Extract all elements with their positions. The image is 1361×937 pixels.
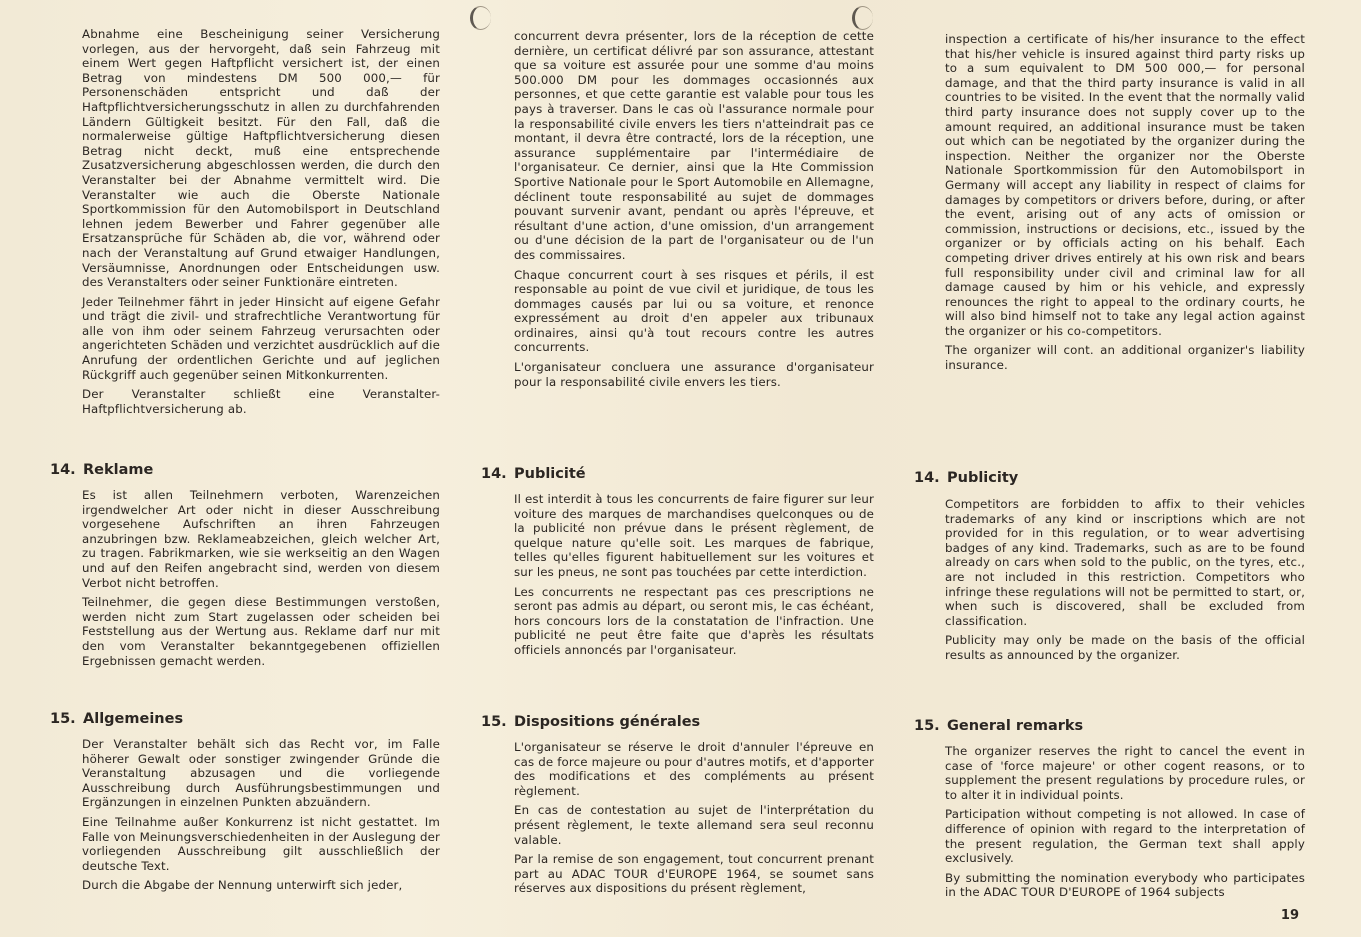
section-number: 14. — [50, 462, 76, 478]
paragraph: Der Veranstalter schließt eine Veranstalter-Haftpflichtversicherung ab. — [82, 387, 440, 416]
section-14-body-english — [945, 497, 1305, 668]
paragraph: Abnahme eine Bescheinigung seiner Versicherung vorlegen, aus der hervorgeht, daß sein Fahrzeug mit einem Wert gegen Haftpflicht versichert ist, der einen Betrag von mindestens DM 500 000,— für Personenschäden entspricht und daß der Haftpflichtversicherungsschutz in allen zu durchfahrenden Ländern Gültigkeit besitzt. Für den Fall, daß die normalerweise gültige Haftpflichtversicherung diesen Betrag nicht deckt, muß eine entsprechende Zusatzversicherung abgeschlossen werden, die durch den Veranstalter bei der Abnahme vermittelt wird. Die Veranstalter wie auch die Oberste Nationale Sportkommission für den Automobilsport in Deutschland lehnen jedem Bewerber und Fahrer gegenüber alle Ersatzansprüche für Schäden ab, die vor, während oder nach der Veranstaltung auf Grund etwaiger Handlungen, Versäumnisse, Anordnungen oder Entscheidungen usw. des Veranstalters oder seiner Funktionäre eintreten. — [82, 27, 440, 290]
section-title: Reklame — [83, 462, 154, 478]
paragraph: Eine Teilnahme außer Konkurrenz ist nicht gestattet. Im Falle von Meinungsverschiedenheiten in der Auslegung der vorliegenden Ausschreibung gilt ausschließlich der deutsche Text. — [82, 814, 440, 873]
paragraph: Participation without competing is not allowed. In case of difference of opinion with regard to the interpretation of the present regulation, the German text shall apply exclusively. — [945, 807, 1305, 866]
paragraph: En cas de contestation au sujet de l'interprétation du présent règlement, le texte allemand sera seul reconnu valable. — [514, 803, 874, 847]
paragraph: The organizer will cont. an additional organizer's liability insurance. — [945, 343, 1305, 373]
paragraph: Par la remise de son engagement, tout concurrent prenant part au ADAC TOUR d'EUROPE 1964, se soumet sans réserves aux dispositions du présent règlement, — [514, 852, 874, 896]
paragraph: L'organisateur se réserve le droit d'annuler l'épreuve en cas de force majeure ou pour d'autres motifs, et d'apporter des modifications et des compléments au présent règlement. — [514, 740, 874, 798]
paragraph: L'organisateur concluera une assurance d'organisateur pour la responsabilité civile envers les tiers. — [514, 360, 874, 389]
section-15-body-french — [514, 740, 874, 901]
section-14-body-german — [82, 488, 440, 673]
section-title: General remarks — [947, 718, 1084, 734]
section-title: Publicité — [514, 466, 586, 482]
section-15-body-english — [945, 744, 1305, 905]
paragraph: concurrent devra présenter, lors de la réception de cette dernière, un certificat délivré par son assurance, attestant que sa voiture est assurée pour une somme d'au moins 500.000 DM pour les dommages occasionnés aux personnes, et que cette garantie est valable pour tous les pays à traverser. Dans le cas où l'assurance normale pour la responsabilité civile envers les tiers n'atteindrait pas ce montant, il devra être contracté, lors de la réception, une assurance supplémentaire par l'intermédiaire de l'organisateur. Ce dernier, ainsi que la Hte Commission Sportive Nationale pour le Sport Automobile en Allemagne, déclinent toute responsabilité au sujet de dommages pouvant survenir avant, pendant ou après l'épreuve, et résultant d'une action, d'une omission, d'un arrangement ou d'une décision de la part de l'organisateur ou de l'un des commissaires. — [514, 29, 874, 262]
binding-ring-icon — [470, 6, 491, 30]
section-number: 15. — [914, 718, 940, 734]
section-15-heading-french — [481, 713, 700, 731]
section-title: Allgemeines — [83, 711, 184, 727]
paragraph: Publicity may only be made on the basis of the official results as announced by the organizer. — [945, 633, 1305, 662]
intro-french — [514, 29, 874, 394]
section-14-heading-german — [50, 461, 153, 479]
paragraph: Competitors are forbidden to affix to their vehicles trademarks of any kind or inscriptions which are not provided for in this regulation, or to wear advertising badges of any kind. Trademarks, such as are to be found already on cars when sold to the public, on the tyres, etc., are not included in this restriction. Competitors who infringe these regulations will not be permitted to start, or, when such is discovered, shall be excluded from classification. — [945, 497, 1305, 628]
section-14-heading-french — [481, 465, 586, 483]
section-15-heading-german — [50, 710, 183, 728]
paragraph: Il est interdit à tous les concurrents de faire figurer sur leur voiture des marques de marchandises quelconques ou de la publicité non prévue dans le présent règlement, de quelque nature qu'elle soit. Les marques de fabrique, telles qu'elles figurent habituellement sur les voitures et sur les pneus, ne sont pas touchées par cette interdiction. — [514, 492, 874, 579]
section-15-body-german — [82, 737, 440, 898]
paragraph: Chaque concurrent court à ses risques et périls, il est responsable au point de vue civil et juridique, de tous les dommages causés par lui ou sa voiture, et renonce expressément au droit d'en appeler aux tribunaux ordinaires, ainsi qu'à tout recours contre les autres concurrents. — [514, 267, 874, 355]
page-number: 19 — [1280, 908, 1299, 923]
section-number: 15. — [481, 714, 507, 730]
intro-german — [82, 27, 440, 421]
paragraph: Les concurrents ne respectant pas ces prescriptions ne seront pas admis au départ, ou seront mis, le cas échéant, hors concours lors de la constatation de l'infraction. Une publicité ne peut être faite que d'après les résultats officiels annoncés par l'organisateur. — [514, 584, 874, 657]
section-title: Dispositions générales — [514, 714, 701, 730]
paragraph: Durch die Abgabe der Nennung unterwirft sich jeder, — [82, 878, 403, 893]
section-15-heading-english — [914, 717, 1083, 735]
paragraph: Der Veranstalter behält sich das Recht vor, im Falle höherer Gewalt oder sonstiger zwingender Gründe die Veranstaltung abzusagen und die vorliegende Ausschreibung durch Ausführungsbestimmungen und Ergänzungen in einzelnen Punkten abzuändern. — [82, 737, 440, 810]
paragraph: The organizer reserves the right to cancel the event in case of 'force majeure' or other cogent reasons, or to supplement the present regulations by procedure rules, or to alter it in individual points. — [945, 744, 1305, 802]
section-14-heading-english — [914, 469, 1018, 487]
paragraph: Es ist allen Teilnehmern verboten, Warenzeichen irgendwelcher Art oder nicht in dieser Ausschreibung vorgesehene Aufschriften an ihren Fahrzeugen anzubringen bzw. Reklameabzeichen, gleich welcher Art, zu tragen. Fabrikmarken, wie sie werkseitig an den Wagen und auf den Reifen angebracht sind, werden von diesem Verbot nicht betroffen. — [82, 488, 440, 590]
binding-ring-icon — [852, 6, 873, 30]
paragraph: Jeder Teilnehmer fährt in jeder Hinsicht auf eigene Gefahr und trägt die zivil- und strafrechtliche Verantwortung für alle von ihm oder seinem Fahrzeug verursachten oder angerichteten Schäden und verzichtet ausdrücklich auf die Anrufung der ordentlichen Gerichte und auf jeglichen Rückgriff auch gegenüber seinen Mitkonkurrenten. — [82, 294, 440, 382]
section-number: 14. — [914, 470, 940, 486]
paragraph: inspection a certificate of his/her insurance to the effect that his/her vehicle is insured against third party risks up to a sum equivalent to DM 500 000,— for personal damage, and that the third party insurance is valid in all countries to be visited. In the event that the normally valid third party insurance does not supply cover up to the amount required, an additional insurance must be taken out which can be negotiated by the organizer during the inspection. Neither the organizer nor the Oberste Nationale Sportkommission für den Automobilsport in Germany will accept any liability in respect of claims for damages by competitors or drivers before, during, or after the event, arising out of any acts of omission or commission, instructions or decisions, etc., issued by the organizer or by officials acting on his behalf. Each competing driver drives entirely at his own risk and bears full responsibility under civil and criminal law for all damage caused by him or his vehicle, and expressly renounces the right to appeal to the ordinary courts, he will also bind himself not to take any legal action against the organizer or his co-competitors. — [945, 32, 1305, 338]
section-number: 14. — [481, 466, 507, 482]
paragraph: By submitting the nomination everybody who participates in the ADAC TOUR D'EUROPE of 1964 subjects — [945, 870, 1305, 900]
section-title: Publicity — [947, 470, 1019, 486]
section-number: 15. — [50, 711, 76, 727]
paragraph: Teilnehmer, die gegen diese Bestimmungen verstoßen, werden nicht zum Start zugelassen oder scheiden bei Feststellung aus der Wertung aus. Reklame darf nur mit den vom Veranstalter bekanntgegebenen offiziellen Ergebnissen gemacht werden. — [82, 595, 440, 668]
section-14-body-french — [514, 492, 874, 663]
intro-english — [945, 32, 1305, 378]
